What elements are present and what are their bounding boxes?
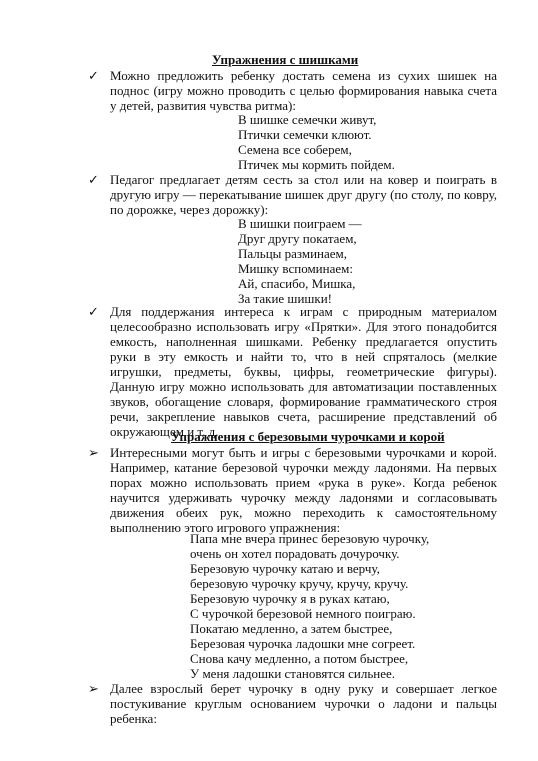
poem-line: Друг другу покатаем, — [238, 231, 357, 246]
paragraph: Для поддержания интереса к играм с природным материалом целесообразно использовать игру «Прятки». Для этого понадобится емкость, наполненная шишками. Ребенку предлагается опустить руки в эту емкость и найти то, что в ней спряталось (мелкие игрушки, предметы, буквы, цифры, геометрические фигуры). Данную игру можно использовать для автоматизации поставленных звуков, обогащение словаря, формирование грамматического строя речи, закрепление навыков счета, расширение представлений об окружающем и т. д. — [110, 304, 497, 439]
poem-line: Семена все соберем, — [238, 142, 352, 157]
poem-line: Покатаю медленно, а затем быстрее, — [190, 621, 393, 636]
checkmark-icon: ✓ — [88, 304, 99, 319]
poem-line: Березовую чурочку я в руках катаю, — [190, 591, 390, 606]
poem-line: Ай, спасибо, Мишка, — [238, 276, 356, 291]
poem-line: Березовую чурочку катаю и верчу, — [190, 561, 380, 576]
poem-line: Мишку вспоминаем: — [238, 261, 353, 276]
poem — [238, 216, 362, 306]
checkmark-icon: ✓ — [88, 68, 99, 83]
poem-line: Березовая чурочка ладошки мне согреет. — [190, 636, 416, 651]
section-heading-cones: Упражнения с шишками — [212, 52, 359, 67]
poem-line: очень он хотел порадовать дочурочку. — [190, 546, 400, 561]
list-item — [88, 681, 497, 726]
poem-line: В шишке семечки живут, — [238, 112, 377, 127]
poem-line: За такие шишки! — [238, 291, 333, 306]
paragraph: Далее взрослый берет чурочку в одну руку и совершает легкое постукивание круглым основанием чурочки о ладони и пальцы ребенка: — [110, 681, 497, 726]
section-heading-birch: Упражнения с березовыми чурочками и корой — [171, 429, 445, 444]
poem-line: С чурочкой березовой немного поиграю. — [190, 606, 416, 621]
poem-line: Пальцы разминаем, — [238, 246, 348, 261]
list-item — [88, 68, 497, 113]
list-item — [88, 445, 497, 535]
poem-line: Снова качу медленно, а потом быстрее, — [190, 651, 409, 666]
paragraph: Интересными могут быть и игры с березовыми чурочками и корой. Например, катание березовой чурочки между ладонями. На первых порах можно использовать прием «рука в руке». Когда ребенок научится удерживать чурочку между ладонями и согласовывать движения обеих рук, можно переходить к самостоятельному выполнению этого игрового упражнения: — [110, 445, 497, 535]
poem-line: березовую чурочку кручу, кручу, кручу. — [190, 576, 409, 591]
poem-line: В шишки поиграем — — [238, 216, 362, 231]
paragraph: Можно предложить ребенку достать семена из сухих шишек на поднос (игру можно проводить с целью формирования навыка счета у детей, развития чувства ритма): — [110, 68, 497, 113]
poem-line: Птички семечки клюют. — [238, 127, 372, 142]
poem-line: Папа мне вчера принес березовую чурочку, — [190, 531, 430, 546]
list-item — [88, 304, 497, 439]
paragraph: Педагог предлагает детям сесть за стол или на ковер и поиграть в другую игру — перекатывание шишек друг другу (по столу, по ковру, по дорожке, через дорожку): — [110, 172, 497, 217]
checkmark-icon: ✓ — [88, 172, 99, 187]
list-item — [88, 172, 497, 217]
arrowhead-icon: ➢ — [88, 681, 99, 696]
poem-line: Птичек мы кормить пойдем. — [238, 157, 395, 172]
poem-line: У меня ладошки становятся сильнее. — [190, 666, 396, 681]
poem — [238, 112, 395, 172]
poem — [190, 531, 429, 681]
arrowhead-icon: ➢ — [88, 445, 99, 460]
